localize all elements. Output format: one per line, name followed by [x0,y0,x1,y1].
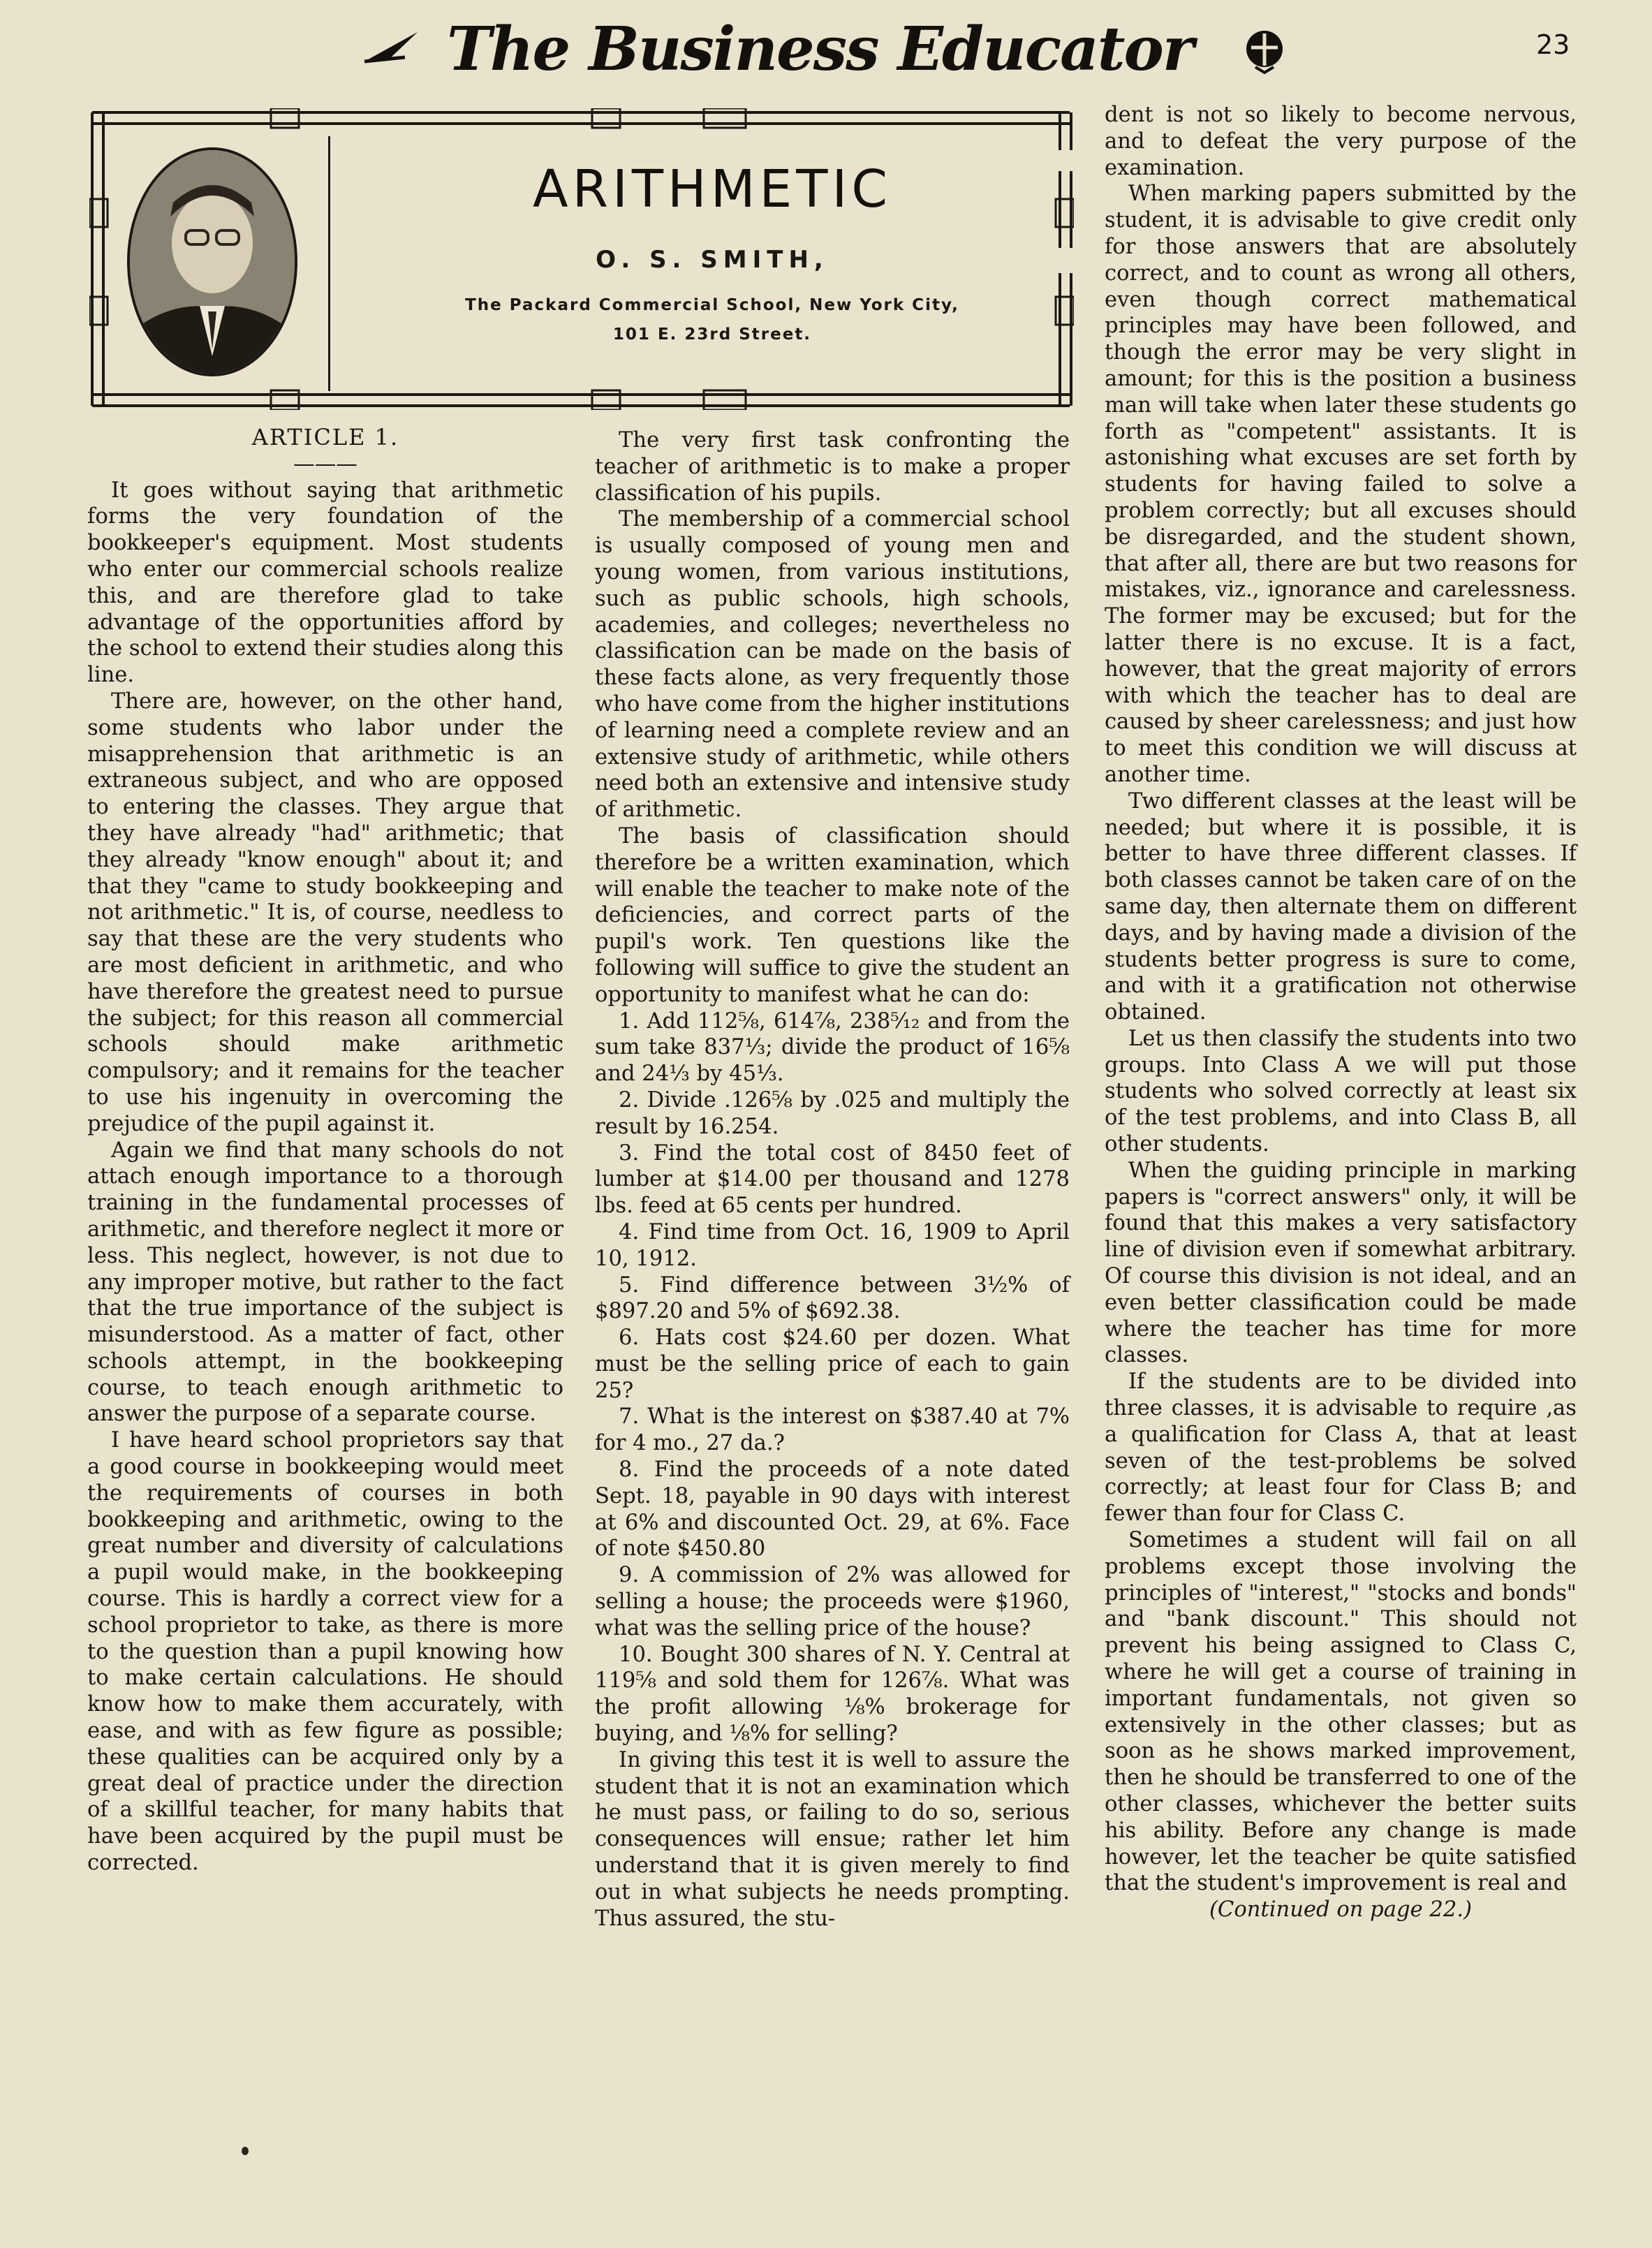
problem-item: 1. Add 112⅝, 614⅞, 238⁵⁄₁₂ and from the sum take 837⅓; divide the product of 16⅝ and 24⅓ by 45⅓. [595,1008,1070,1087]
author-name: O. S. SMITH, [596,246,829,274]
paragraph: The membership of a commercial school is usually composed of young men and young women, from various institutions, such as public schools, high schools, academies, and colleges; nevertheless no classification can be made on the basis of these facts alone, as very frequently those who have come from the higher institutions of learning need a complete review and an extensive study of arithmetic, while others need both an extensive and intensive study of arithmetic. [595,507,1070,823]
ornament-dot [242,2147,249,2155]
article-rule: ——— [293,451,357,476]
problem-item: 8. Find the proceeds of a note dated Sept. 18, payable in 90 days with interest at 6% and discounted Oct. 29, at 6%. Face of note $450.80 [595,1457,1070,1562]
problem-item: 2. Divide .126⅝ by .025 and multiply the result by 16.254. [595,1087,1070,1139]
article-label: ARTICLE 1. [251,424,399,450]
shield-emblem-icon [1241,28,1288,74]
paragraph: There are, however, on the other hand, some students who labor under the misapprehension that arithmetic is an extraneous subject, and who are opposed to entering the classes. They argue that they have already "had" arithmetic; that they already "know enough" about it; and that they "came to study bookkeeping and not arithmetic." It is, of course, needless to say that these are the very students who are most deficient in arithmetic, and who have therefore the greatest need to pursue the subject; for this reason all commercial schools should make arithmetic compulsory; and it remains for the teacher to use his ingenuity in overcoming the prejudice of the pupil against it. [87,689,563,1136]
address-line: 101 E. 23rd Street. [612,325,812,344]
paragraph: Two different classes at the least will be needed; but where it is possible, it is better to have three different classes. If both classes cannot be taken care of on the same day, then alternate them on different days, and by having made a division of the students better progress is sure to come, and with it a gratification not otherwise obtained. [1105,788,1577,1025]
paragraph: The very first task confronting the teacher of arithmetic is to make a proper classification of his pupils. [595,428,1070,506]
text-column-1 [87,425,563,1876]
quill-arrow-icon [363,29,419,64]
author-portrait [127,147,297,377]
paragraph: I have heard school proprietors say that a good course in bookkeeping would meet the requirements of courses in both bookkeeping and arithmetic, owing to the great number and diversity of calculations a pupil would make, in the bookkeeping course. This is hardly a correct view for a school proprietor to take, as there is more to the question than a pupil knowing how to make certain calculations. He should know how to make them accurately, with ease, and with as few figure as possible; these qualities can be acquired only by a great deal of practice under the direction of a skillful teacher, for many habits that have been acquired by the pupil must be corrected. [87,1428,563,1876]
problem-item: 9. A commission of 2% was allowed for selling a house; the proceeds were $1960, what was the selling price of the house? [595,1563,1070,1640]
masthead-title: The Business Educator [447,14,1193,85]
header-divider [328,136,330,391]
paragraph: Let us then classify the students into two groups. Into Class A we will put those students who solved correctly at least six of the test problems, and into Class B, all other students. [1105,1026,1577,1157]
paragraph: If the students are to be divided into three classes, it is advisable to require ,as a qualification for Class A, that at least seven of the test-problems be solved correctly; at least four for Class B; and fewer than four for Class C. [1105,1369,1577,1527]
text-column-3 [1105,102,1577,1923]
page-number: 23 [1536,29,1570,60]
continued-note: (Continued on page 22.) [1209,1897,1473,1923]
paragraph: Again we find that many schools do not attach enough importance to a thorough training in the fundamental processes of arithmetic, and therefore neglect it more or less. This neglect, however, is not due to any improper motive, but rather to the fact that the true importance of the subject is misunderstood. As a matter of fact, other schools attempt, in the bookkeeping course, to teach enough arithmetic to answer the purpose of a separate course. [87,1138,563,1427]
paragraph: In giving this test it is well to assure the student that it is not an examination which he must pass, or failing to do so, serious consequences will ensue; rather let him understand that it is given merely to find out in what subjects he needs prompting. Thus assured, the stu- [595,1747,1070,1931]
text-column-2 [595,427,1070,1932]
problem-item: 10. Bought 300 shares of N. Y. Central at 119⅝ and sold them for 126⅞. What was the profit allowing ⅛% brokerage for buying, and ⅛% for selling? [595,1642,1070,1747]
paragraph: It goes without saying that arithmetic forms the very foundation of the bookkeeper's equipment. Most students who enter our commercial schools realize this, and are therefore glad to take advantage of the opportunities afford by the school to extend their studies along this line. [87,478,563,688]
paragraph: dent is not so likely to become nervous, and to defeat the very purpose of the examination. [1105,103,1577,180]
paragraph: The basis of classification should therefore be a written examination, which will enable the teacher to make note of the deficiencies, and correct parts of the pupil's work. Ten questions like the following will suffice to give the student an opportunity to manifest what he can do: [595,823,1070,1007]
problem-item: 7. What is the interest on $387.40 at 7% for 4 mo., 27 da.? [595,1404,1070,1456]
article-heading: ARITHMETIC [532,159,892,219]
problem-item: 4. Find time from Oct. 16, 1909 to April 10, 1912. [595,1219,1070,1271]
problem-item: 3. Find the total cost of 8450 feet of lumber at $14.00 per thousand and 1278 lbs. feed at 65 cents per hundred. [595,1140,1070,1219]
paragraph: When the guiding principle in marking papers is "correct answers" only, it will be found that this makes a very satisfactory line of division even if somewhat arbitrary. Of course this division is not ideal, and an even better classification could be made where the teacher has time for more classes. [1105,1158,1577,1368]
problem-item: 6. Hats cost $24.60 per dozen. What must be the selling price of each to gain 25? [595,1325,1070,1403]
paragraph: Sometimes a student will fail on all problems except those involving the principles of "interest," "stocks and bonds" and "bank discount." This should not prevent his being assigned to Class C, where he will get a course of training in important fundamentals, not given so extensively in the other classes; but as soon as he shows marked improvement, then he should be transferred to one of the other classes, whichever the better suits his ability. Before any change is made however, let the teacher be quite satisfied that the student's improvement is real and [1105,1528,1577,1896]
paragraph: When marking papers submitted by the student, it is advisable to give credit only for those answers that are absolutely correct, and to count as wrong all others, even though correct mathematical principles may have been followed, and though the error may be very slight in amount; for this is the position a business man will take when later these students go forth as "competent" assistants. It is astonishing what excuses are set forth by students for having failed to solve a problem correctly; but all excuses should be disregarded, and the student shown, that after all, there are but two reasons for mistakes, viz., ignorance and carelessness. The former may be excused; but for the latter there is no excuse. It is a fact, however, that the great majority of errors with which the teacher has to deal are caused by sheer carelessness; and just how to meet this condition we will discuss at another time. [1105,182,1577,787]
problem-item: 5. Find difference between 3½% of $897.20 and 5% of $692.38. [595,1272,1070,1324]
school-line: The Packard Commercial School, New York City, [465,296,959,314]
